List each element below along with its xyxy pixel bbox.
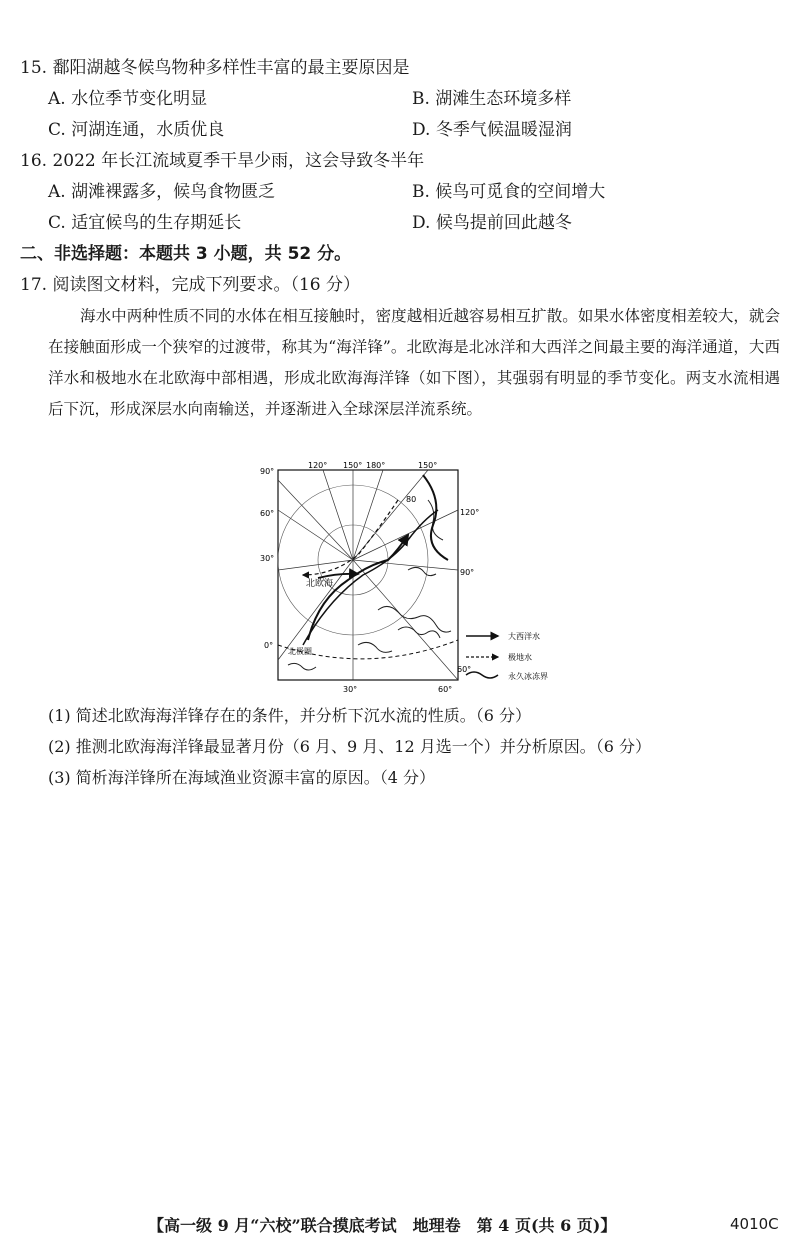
page-footer: 【高一级 9 月“六校”联合摸底考试 地理卷 第 4 页(共 6 页)】 [148,1216,617,1235]
corner-label: 60° [457,665,472,674]
lat-label-4: 0° [264,641,274,650]
lat-label-3: 30° [260,554,275,563]
q15-option-a: A. 水位季节变化明显 [48,89,208,109]
lon-label-top-1: 120° [308,461,328,470]
q17-sub2: (2) 推测北欧海海洋锋最显著月份（6 月、9 月、12 月选一个）并分析原因。（6 分） [48,737,651,756]
lon-label-top-2: 150° [343,461,363,470]
sea-label: 北欧海 [306,579,334,589]
q17-sub1: (1) 简述北欧海海洋锋存在的条件，并分析下沉水流的性质。（6 分） [48,706,532,725]
section-heading: 二、非选择题：本题共 3 小题，共 52 分。 [20,244,352,264]
nordic-seas-map [258,460,558,700]
q17-material-text: 海水中两种性质不同的水体在相互接触时，密度越相近越容易相互扩散。如果水体密度相差较大，就会在接触面形成一个狭窄的过渡带，称其为“海洋锋”。北欧海是北冰洋和大西洋之间最主要的海洋通道，大西洋水和极地水在北欧海中部相遇，形成北欧海海洋锋（如下图），其强弱有明显的季节变化。两支水流相遇后下沉，形成深层水向南输送，并逐渐进入全球深层洋流系统。 [48,307,780,418]
lat-label-2: 60° [260,509,275,518]
lon-label-bottom-2: 60° [438,685,453,694]
q16-option-a: A. 湖滩裸露多，候鸟食物匮乏 [48,182,276,202]
legend-polar-label: 极地水 [508,653,532,662]
q15-option-b: B. 湖滩生态环境多样 [412,89,572,109]
lon-label-top-4: 150° [418,461,438,470]
q17-material [48,301,780,425]
lon-label-bottom-1: 30° [343,685,358,694]
lon-label-right-2: 90° [460,568,475,577]
map-legend [466,631,548,681]
legend-permafrost-label: 永久冰冻界 [508,672,548,681]
q17-sub3: (3) 简析海洋锋所在海域渔业资源丰富的原因。（4 分） [48,768,436,787]
q16-option-c: C. 适宜候鸟的生存期延长 [48,213,242,233]
q15-option-c: C. 河湖连通，水质优良 [48,120,225,140]
q16-option-d: D. 候鸟提前回此越冬 [412,213,572,233]
legend-atlantic-label: 大西洋水 [508,632,540,641]
q15-option-d: D. 冬季气候温暖湿润 [412,120,572,140]
paper-code: 4010C [730,1215,779,1233]
q15-stem: 15. 鄱阳湖越冬候鸟物种多样性丰富的最主要原因是 [20,58,410,78]
contour-label: 80 [406,495,417,504]
legend-permafrost-symbol [466,672,498,678]
lat-label-1: 90° [260,467,275,476]
arctic-circle-label: 北极圈 [288,647,312,656]
lon-label-top-3: 180° [366,461,386,470]
q16-stem: 16. 2022 年长江流域夏季干旱少雨，这会导致冬半年 [20,151,425,171]
q16-option-b: B. 候鸟可觅食的空间增大 [412,182,606,202]
lon-label-right-1: 120° [460,508,480,517]
q17-stem: 17. 阅读图文材料，完成下列要求。（16 分） [20,275,360,295]
